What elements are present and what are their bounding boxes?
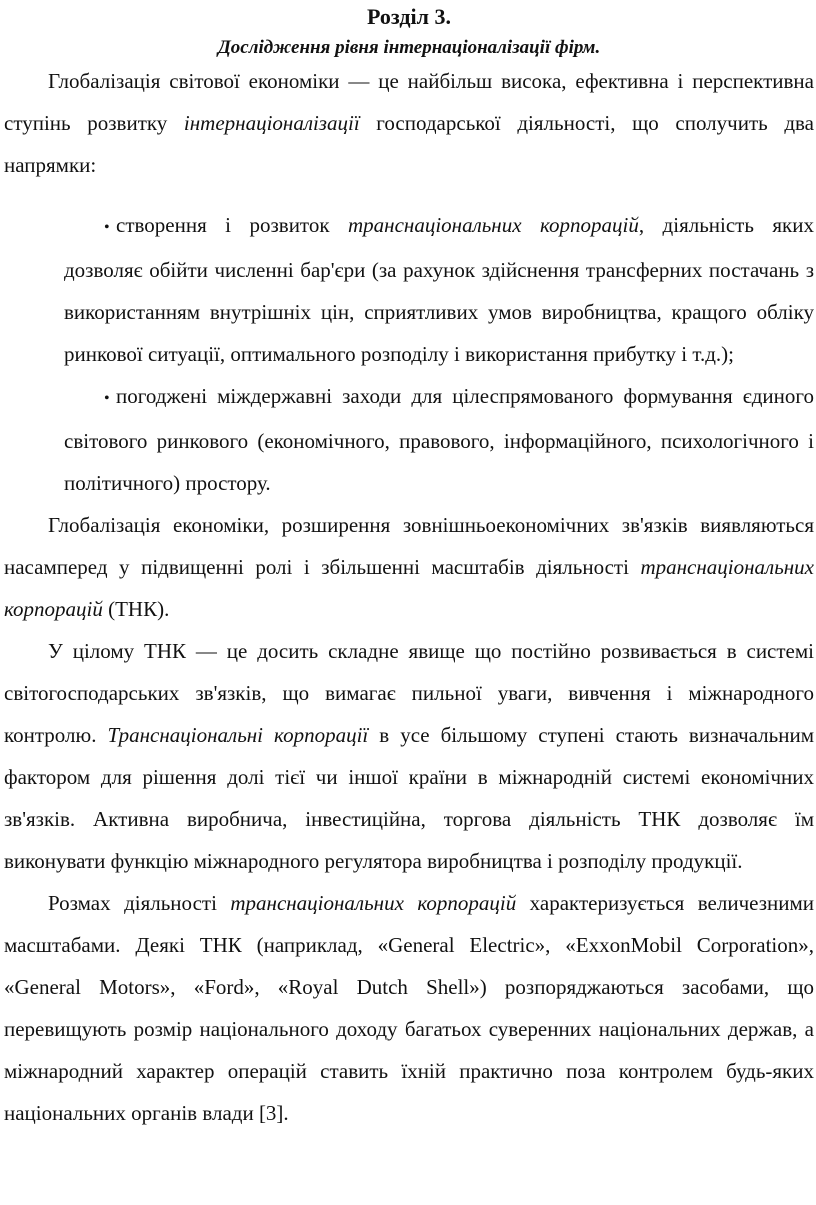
directions-list [4,204,814,504]
paragraph-text: характеризується величезними масштабами. Деякі ТНК (наприклад, «General Electric», «ExxonMobil Corporation», «General Motors», «Ford», «Royal Dutch Shell») розпоряджаються засобами, що перевищують розмір національного доходу багатьох суверенних національних держав, а міжнародний характер операцій ставить їхній практично поза контролем будь-яких національних органів влади [3]. [4,891,815,1125]
list-item-text: погоджені міждержавні заходи для цілеспрямованого формування єдиного світового ринкового (економічного, правового, інформаційного, психологічного і політичного) простору. [64,384,814,495]
list-item [64,204,814,375]
paragraph-text: Глобалізація світової економіки — це найбільш висока, ефективна і перспективна ступінь розвитку [4,69,814,135]
paragraph-text: Розмах діяльності [48,891,231,915]
bullet-icon: • [104,219,110,236]
emphasis-internationalization: інтернаціоналізації [183,111,360,135]
emphasis-tnc: транснаціональних корпорацій [230,891,517,915]
bullet-icon: • [104,390,110,407]
paragraph-text: господарської діяльності, що сполучить два напрямки: [4,111,814,177]
chapter-subtitle: Дослідження рівня інтернаціоналізації фірм. [217,37,601,58]
emphasis-tnc: транснаціональних корпорацій [348,213,639,237]
emphasis-tnc: транснаціональних корпорацій [4,555,814,621]
emphasis-tnc: Транснаціональні корпорації [107,723,369,747]
paragraph-tnc-role [4,504,814,630]
paragraph-text: (ТНК). [102,597,170,621]
paragraph-globalization-intro [4,60,814,186]
list-item [64,375,814,504]
paragraph-tnc-phenomenon [4,630,814,882]
chapter-title: Розділ 3. [367,4,451,29]
document-page [0,4,816,1205]
paragraph-text: в усе більшому ступені стають визначальним фактором для рішення долі тієї чи іншої країни в міжнародній системі економічних зв'язків. Активна виробнича, інвестиційна, торгова діяльність ТНК дозволяє їм виконувати функцію міжнародного регулятора виробництва і розподілу продукції. [4,723,814,873]
list-item-text: , діяльність яких дозволяє обійти численні бар'єри (за рахунок здійснення трансферних постачань з використанням внутрішніх цін, сприятливих умов виробництва, кращого обліку ринкової ситуації, оптимального розподілу і використання прибутку і т.д.); [64,213,814,366]
paragraph-text: Глобалізація економіки, розширення зовнішньоекономічних зв'язків виявляються насамперед у підвищенні ролі і збільшенні масштабів діяльності [4,513,814,579]
paragraph-text: У цілому ТНК — це досить складне явище що постійно розвивається в системі світогосподарських зв'язків, що вимагає пильної уваги, вивчення і міжнародного контролю. [4,639,814,747]
list-item-text: створення і розвиток [116,213,348,237]
paragraph-tnc-scale [4,882,814,1134]
